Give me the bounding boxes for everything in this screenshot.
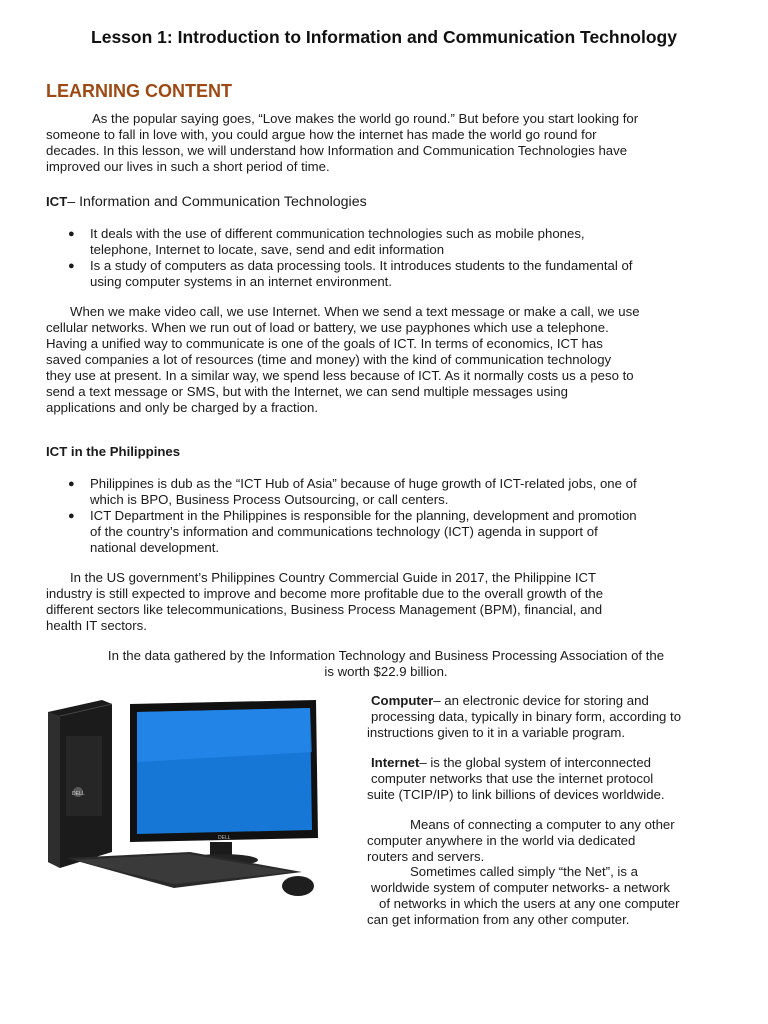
ict-philippines-heading: ICT in the Philippines bbox=[46, 444, 181, 459]
list-item: ● Philippines is dub as the “ICT Hub of Asia” because of huge growth of ICT-related jobs, one of which is BPO, Business Process Outsourcing, or call centers. bbox=[68, 476, 637, 507]
list-item: ● It deals with the use of different communication technologies such as mobile phones, telephone, Internet to locate, save, send and edit information bbox=[68, 226, 585, 257]
computer-definition: Computer– an electronic device for storing and processing data, typically in binary form, according to instructions given to it in a variable program. bbox=[367, 693, 682, 740]
ict-bullet-list bbox=[66, 226, 726, 290]
bullet-icon: ● bbox=[68, 478, 75, 490]
learning-content-heading: LEARNING CONTENT bbox=[46, 81, 232, 101]
ict-definition bbox=[46, 194, 367, 210]
means-paragraph: Means of connecting a computer to any other computer anywhere in the world via dedicated routers and servers. bbox=[367, 817, 675, 864]
internet-definition: Internet– is the global system of interconnected computer networks that use the internet protocol suite (TCIP/IP) to link billions of devices worldwide. bbox=[367, 755, 665, 802]
net-paragraph: Sometimes called simply “the Net”, is a worldwide system of computer networks- a network of networks in which the users at any one computer can get information from any other computer. bbox=[367, 864, 680, 927]
list-item: ● ICT Department in the Philippines is responsible for the planning, development and promotion of the country’s information and communications technology (ICT) agenda in support of national development. bbox=[68, 508, 637, 555]
computer-term: Computer bbox=[371, 693, 434, 708]
video-call-paragraph: When we make video call, we use Internet. When we send a text message or make a call, we use cellular networks. When we run out of load or battery, we use payphones which use a telephone. Having a unified way to communicate is one of the goals of ICT. In terms of economics, ICT has saved companies a lot of resources (time and money) with the kind of communication technology they use at present. In a similar way, we spend less because of ICT. As it normally costs us a peso to send a text message or SMS, but with the Internet, we can send multiple messages using applications and only be charged by a fraction. bbox=[46, 304, 640, 415]
ict-term: ICT bbox=[46, 194, 68, 209]
bullet-icon: ● bbox=[68, 510, 75, 522]
monitor-logo: DELL bbox=[218, 835, 231, 841]
internet-term: Internet bbox=[371, 755, 420, 770]
bullet-icon: ● bbox=[68, 228, 75, 240]
bullet-icon: ● bbox=[68, 260, 75, 272]
intro-paragraph: As the popular saying goes, “Love makes the world go round.” But before you start looking for someone to fall in love with, you could argue how the internet has made the world go round for decades. In this lesson, we will understand how Information and Communication Technologies have improved our lives in such a short period of time. bbox=[46, 111, 639, 174]
ict-meaning: – Information and Communication Technologies bbox=[67, 194, 367, 210]
list-item: ● Is a study of computers as data processing tools. It introduces students to the fundamental of using computer systems in an internet environment. bbox=[68, 258, 633, 289]
us-guide-paragraph: In the US government’s Philippines Country Commercial Guide in 2017, the Philippine ICT industry is still expected to improve and become more profitable due to the overall growth of the different sectors like telecommunications, Business Process Management (BPM), financial, and health IT sectors. bbox=[46, 570, 604, 633]
data-paragraph: In the data gathered by the Information Technology and Business Processing Association of the is worth $22.9 billion. bbox=[107, 648, 665, 679]
desktop-computer-image bbox=[40, 692, 340, 902]
tower-logo: DELL bbox=[72, 791, 85, 797]
lesson-title: Lesson 1: Introduction to Information and Communication Technology bbox=[91, 27, 677, 47]
ph-bullet-list bbox=[66, 476, 726, 556]
